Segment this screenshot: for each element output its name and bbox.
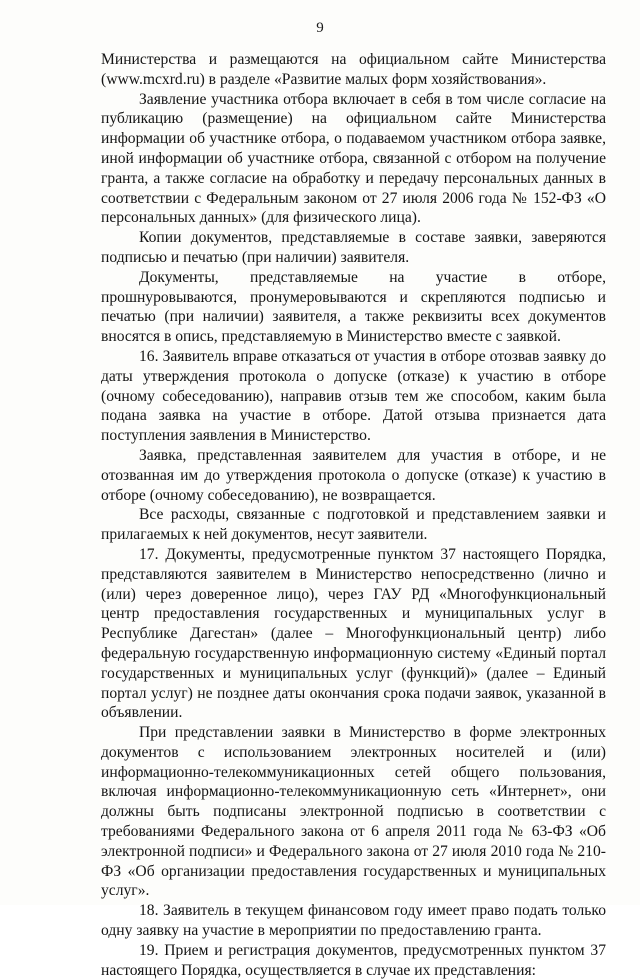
document-body xyxy=(101,50,606,980)
paragraph-item-16: 16. Заявитель вправе отказаться от участия в отборе отозвав заявку до даты утверждения протокола о допуске (отказе) к участию в отборе (очному собеседованию), направив отзыв тем же способом, каким была подана заявка на участие в отборе. Датой отзыва признается дата поступления заявления в Министерство. xyxy=(101,347,606,445)
paragraph-item-18: 18. Заявитель в текущем финансовом году имеет право подать только одну заявку на участие в мероприятии по предоставлению гранта. xyxy=(101,902,606,940)
paragraph-item-17: 17. Документы, предусмотренные пунктом 37 настоящего Порядка, представляются заявителем в Министерство непосредственно (лично и (или) через доверенное лицо), через ГАУ РД «Многофункциональный центр предоставления государственных и муниципальных услуг в Республике Дагестан» (далее – Многофункциональный центр) либо федеральную государственную информационную систему «Единый портал государственных и муниципальных услуг (функций)» (далее – Единый портал услуг) не позднее даты окончания срока подачи заявок, указанной в объявлении. xyxy=(101,545,606,722)
page-number: 9 xyxy=(316,20,324,36)
paragraph-copies: Копии документов, представляемые в составе заявки, заверяются подписью и печатью (при наличии) заявителя. xyxy=(101,229,606,266)
paragraph-electronic: При представлении заявки в Министерство в форме электронных документов с использованием электронных носителей и (или) информационно-телекоммуникационных сетей общего пользования, включая информационно-телекоммуникационную сеть «Интернет», они должны быть подписаны электронной подписью в соответствии с требованиями Федерального закона от 6 апреля 2011 года № 63-ФЗ «Об электронной подписи» и Федерального закона от 27 июля 2010 года № 210-ФЗ «Об организации предоставления государственных и муниципальных услуг». xyxy=(101,724,606,900)
paragraph-continuation: Министерства и размещаются на официальном сайте Министерства (www.mcxrd.ru) в разделе «Развитие малых форм хозяйствования». xyxy=(101,51,606,88)
paragraph-not-returned: Заявка, представленная заявителем для участия в отборе, и не отозванная им до утверждения протокола о допуске (отказе) к участию в отборе (очному собеседованию), не возвращается. xyxy=(101,446,606,504)
paragraph-consent: Заявление участника отбора включает в себя в том числе согласие на публикацию (размещение) на официальном сайте Министерства информации об участнике отбора, о подаваемом участником отбора заявке, иной информации об участнике отбора, связанной с отбором на получение гранта, а также согласие на обработку и передачу персональных данных в соответствии с Федеральным законом от 27 июля 2006 года № 152-ФЗ «О персональных данных» (для физического лица). xyxy=(101,90,606,227)
paragraph-documents: Документы, представляемые на участие в отборе, прошнуровываются, пронумеровываются и скрепляются подписью и печатью (при наличии) заявителя, а также реквизиты всех документов вносятся в опись, представляемую в Министерство вместе с заявкой. xyxy=(101,268,606,346)
paragraph-expenses: Все расходы, связанные с подготовкой и представлением заявки и прилагаемых к ней документов, несут заявители. xyxy=(101,506,606,544)
paragraph-item-19: 19. Прием и регистрация документов, предусмотренных пунктом 37 настоящего Порядка, осуществляется в случае их представления: xyxy=(101,941,606,979)
